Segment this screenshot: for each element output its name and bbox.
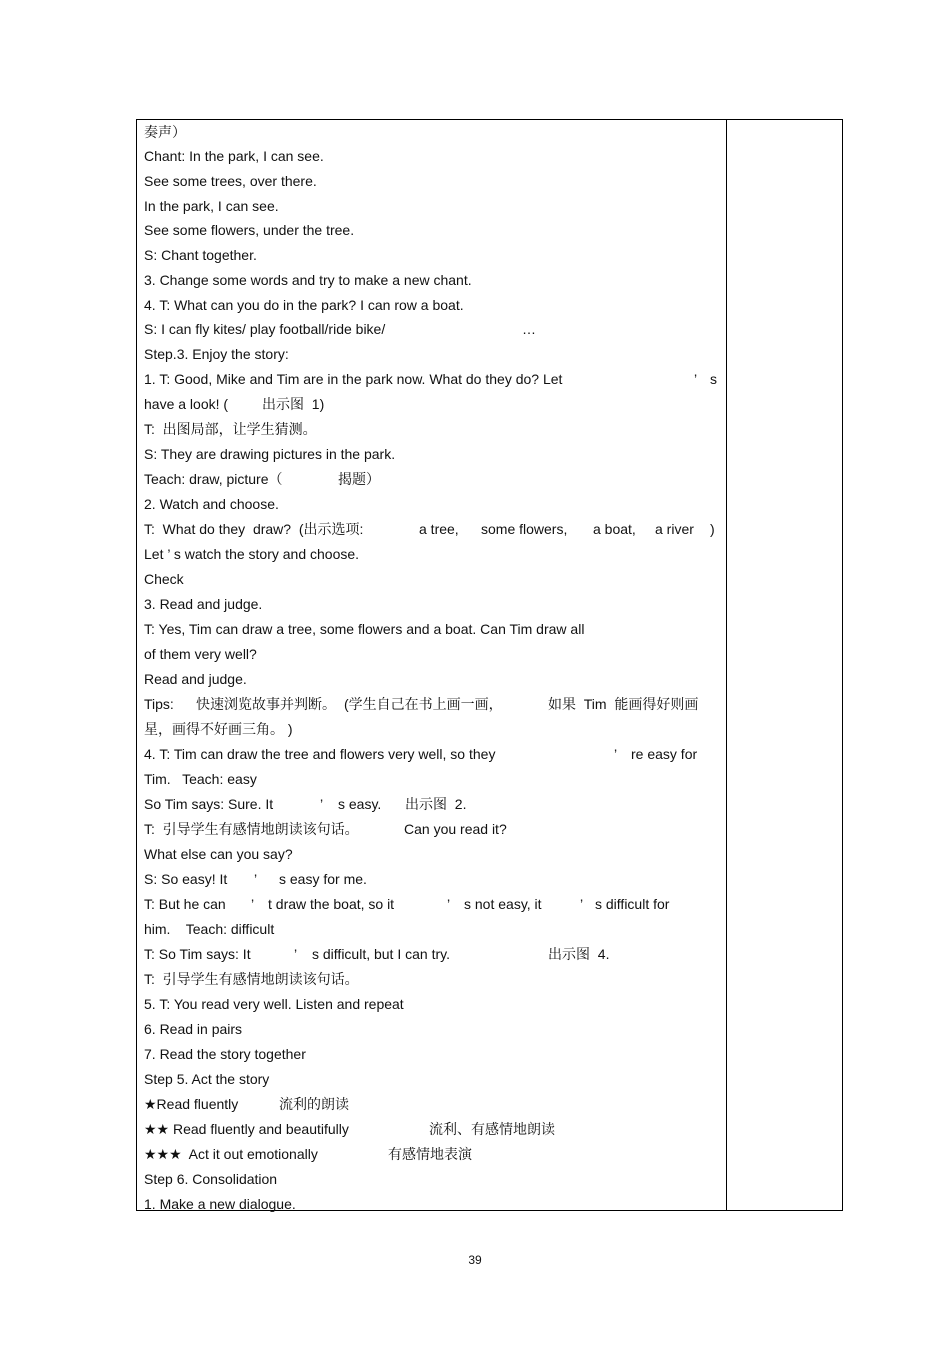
text-segment: s difficult for xyxy=(595,896,670,912)
text-segment: t draw the boat, so it xyxy=(268,896,395,912)
text-segment: 2. Watch and choose. xyxy=(144,496,279,512)
text-segment: 出示图 2. xyxy=(405,796,467,812)
text-segment: S: Chant together. xyxy=(144,247,257,263)
text-segment: ’ xyxy=(320,796,324,812)
text-segment: 5. T: You read very well. Listen and repeat xyxy=(144,996,404,1012)
text-segment: Can you read it? xyxy=(404,821,507,837)
text-segment: S: They are drawing pictures in the park. xyxy=(144,446,396,462)
text-segment: T: Yes, Tim can draw a tree, some flowers and a boat. Can Tim draw all xyxy=(144,621,585,637)
text-segment: Step.3. Enjoy the story: xyxy=(144,346,289,362)
page-number: 39 xyxy=(468,1253,482,1267)
text-segment: T: But he can xyxy=(144,896,226,912)
text-segment: ★Read fluently xyxy=(144,1096,239,1112)
text-segment: T: 引导学生有感情地朗读该句话。 xyxy=(144,971,359,987)
text-segment: s not easy, it xyxy=(464,896,542,912)
text-segment: 4. T: Tim can draw the tree and flowers very well, so they xyxy=(144,746,496,762)
text-segment: What else can you say? xyxy=(144,846,293,862)
text-segment: 出示图 4. xyxy=(548,946,610,962)
text-segment: a river xyxy=(655,521,694,537)
text-segment: ) xyxy=(710,521,715,537)
text-segment: some flowers, xyxy=(481,521,568,537)
text-segment: him. Teach: difficult xyxy=(144,921,275,937)
text-segment: ’ xyxy=(580,896,584,912)
text-segment: 有感情地表演 xyxy=(388,1146,472,1162)
text-segment: ’ xyxy=(254,871,258,887)
text-segment: 奏声） xyxy=(144,124,186,140)
text-segment: s difficult, but I can try. xyxy=(312,946,450,962)
text-segment: ’ xyxy=(694,371,698,387)
text-segment: ★★ Read fluently and beautifully xyxy=(144,1121,349,1137)
text-segment: T: 引导学生有感情地朗读该句话。 xyxy=(144,821,359,837)
text-segment: s xyxy=(710,371,717,387)
text-segment: T: 出图局部，让学生猜测。 xyxy=(144,421,317,437)
text-segment: 4. T: What can you do in the park? I can row a boat. xyxy=(144,297,464,313)
text-segment: Let ’ s watch the story and choose. xyxy=(144,546,360,562)
text-segment: 3. Read and judge. xyxy=(144,596,263,612)
text-segment: of them very well? xyxy=(144,646,257,662)
text-segment: 1. Make a new dialogue. xyxy=(144,1196,296,1212)
text-segment: Step 5. Act the story xyxy=(144,1071,270,1087)
text-segment: … xyxy=(522,321,536,337)
text-segment: ★★★ Act it out emotionally xyxy=(144,1146,318,1162)
text-segment: 流利、有感情地朗读 xyxy=(429,1121,555,1137)
text-segment: ’ xyxy=(251,896,255,912)
text-segment: s easy. xyxy=(338,796,382,812)
text-segment: 出示图 1) xyxy=(262,396,325,412)
text-segment: T: So Tim says: It xyxy=(144,946,251,962)
text-segment: See some flowers, under the tree. xyxy=(144,222,355,238)
text-segment: In the park, I can see. xyxy=(144,198,279,214)
text-segment: T: What do they draw? (出示选项: xyxy=(144,521,364,537)
text-segment: Teach: draw, picture（ xyxy=(144,471,283,487)
text-segment: have a look! ( xyxy=(144,396,229,412)
text-segment: s easy for me. xyxy=(279,871,367,887)
text-segment: ’ xyxy=(447,896,451,912)
text-segment: Chant: In the park, I can see. xyxy=(144,148,324,164)
text-segment: 如果 Tim 能画得好则画 xyxy=(548,696,699,712)
text-segment: 揭题） xyxy=(338,471,380,487)
text-segment: 1. T: Good, Mike and Tim are in the park now. What do they do? Let xyxy=(144,371,563,387)
text-segment: 7. Read the story together xyxy=(144,1046,306,1062)
text-segment: See some trees, over there. xyxy=(144,173,317,189)
text-segment: Tips: xyxy=(144,696,174,712)
text-segment: re easy for xyxy=(631,746,698,762)
text-segment: 6. Read in pairs xyxy=(144,1021,243,1037)
text-segment: (学生自己在书上画一画， xyxy=(344,696,503,712)
text-segment: a boat, xyxy=(593,521,636,537)
lesson-plan-table xyxy=(136,119,843,1211)
text-segment: 3. Change some words and try to make a new chant. xyxy=(144,272,472,288)
text-segment: Step 6. Consolidation xyxy=(144,1171,278,1187)
text-segment: a tree, xyxy=(419,521,459,537)
text-segment: 流利的朗读 xyxy=(279,1096,349,1112)
text-segment: S: I can fly kites/ play football/ride bike/ xyxy=(144,321,386,337)
text-segment: 快速浏览故事并判断。 xyxy=(196,696,336,712)
text-segment: S: So easy! It xyxy=(144,871,228,887)
text-segment: Check xyxy=(144,571,184,587)
text-segment: Read and judge. xyxy=(144,671,247,687)
text-segment: So Tim says: Sure. It xyxy=(144,796,274,812)
text-segment: 星，画得不好画三角。 ) xyxy=(144,721,293,737)
text-segment: ’ xyxy=(294,946,298,962)
text-segment: ’ xyxy=(614,746,618,762)
text-segment: Tim. Teach: easy xyxy=(144,771,257,787)
notes-cell xyxy=(727,120,842,1210)
